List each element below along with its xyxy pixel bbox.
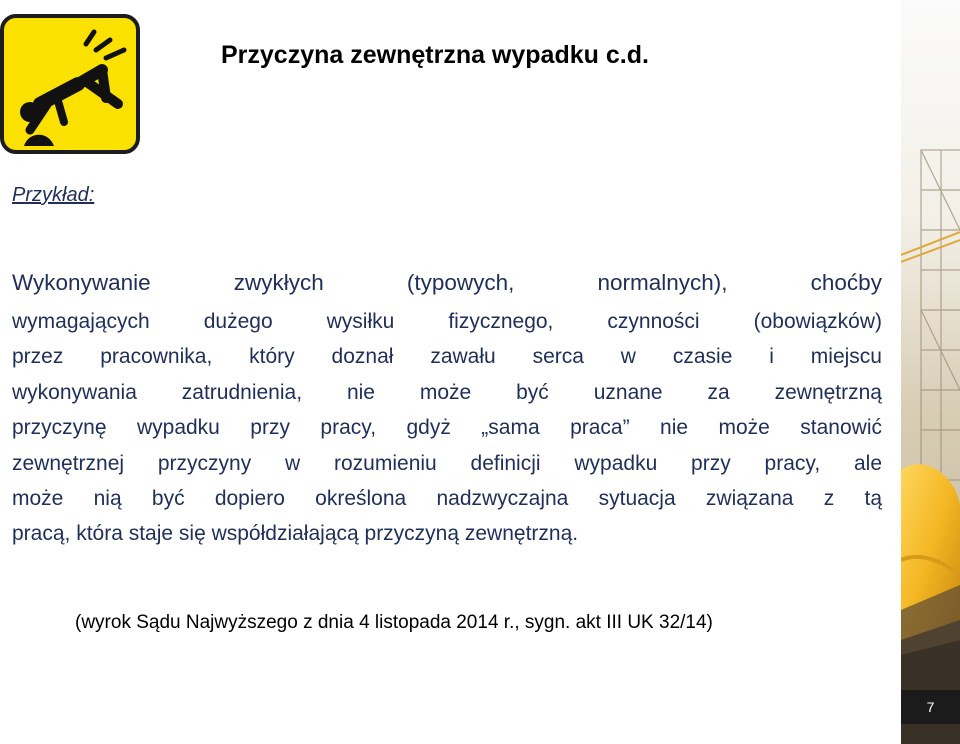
construction-helmet-photo — [901, 0, 960, 744]
paragraph-first-line — [12, 266, 882, 299]
example-paragraph — [12, 304, 882, 552]
paragraph-line: pracą, która staje się współdziałającą przyczyną zewnętrzną. — [12, 522, 579, 546]
slide-title: Przyczyna zewnętrzna wypadku c.d. — [221, 41, 649, 69]
paragraph-line: zewnętrznej przyczyny w rozumieniu definicji wypadku przy pracy, ale — [12, 451, 882, 475]
paragraph-line: przez pracownika, który doznał zawału serca w czasie i miejscu — [12, 345, 882, 369]
court-citation: (wyrok Sądu Najwyższego z dnia 4 listopada 2014 r., sygn. akt III UK 32/14) — [75, 612, 713, 633]
falling-person-warning-icon — [0, 14, 140, 154]
first-line-word: (typowych, — [406, 270, 515, 295]
paragraph-line: może nią być dopiero określona nadzwyczajna sytuacja związana z tą — [12, 487, 882, 511]
page-number: 7 — [926, 699, 935, 715]
first-line-word: choćby — [810, 270, 882, 295]
example-label: Przykład: — [12, 184, 95, 206]
paragraph-line: wykonywania zatrudnienia, nie może być uznane za zewnętrzną — [12, 380, 882, 404]
paragraph-line: wymagających dużego wysiłku fizycznego, czynności (obowiązków) — [12, 310, 882, 333]
first-line-word: Wykonywanie — [12, 270, 151, 295]
first-line-word: normalnych), — [597, 270, 728, 295]
paragraph-line: przyczynę wypadku przy pracy, gdyż „sama praca” nie może stanowić — [12, 416, 882, 440]
first-line-word: zwykłych — [233, 270, 324, 295]
